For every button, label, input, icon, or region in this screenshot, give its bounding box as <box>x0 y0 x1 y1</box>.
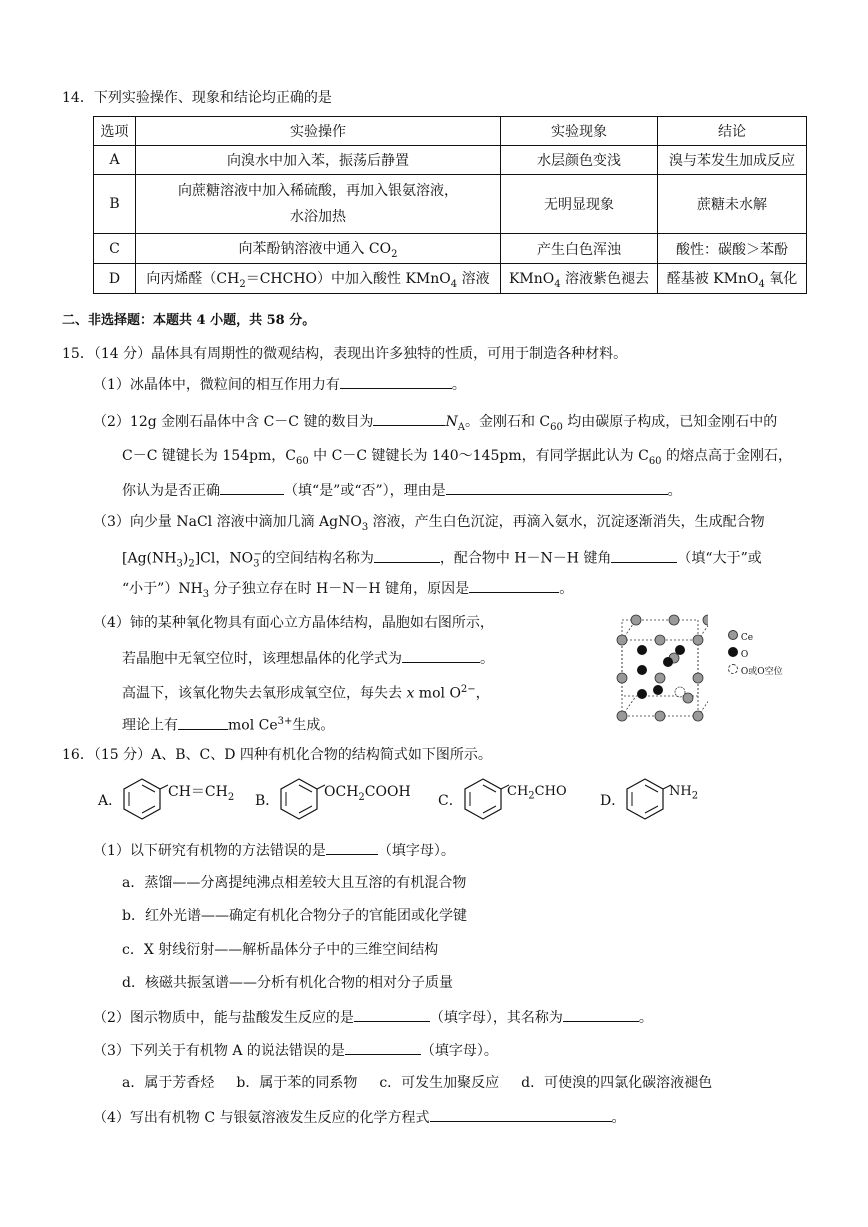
operation-text: ＝CHCHO）中加入酸性 KMnO <box>245 270 451 287</box>
text: （填字母），其名称为 <box>429 1010 563 1026</box>
q16-part2 <box>93 1007 653 1028</box>
text: 。 <box>559 581 574 597</box>
legend-o-label: O <box>740 650 749 660</box>
option: a．属于芳香烃 <box>122 1075 215 1091</box>
q15-stem: 15．（14 分）晶体具有周期性的微观结构，表现出许多独特的性质，可用于制造各种材料。 <box>62 346 628 362</box>
q16-p1-option: c．X 射线衍射——解析晶体分子中的三维空间结构 <box>122 942 439 958</box>
answer-blank[interactable] <box>354 1007 430 1022</box>
q15-part4-line4 <box>122 712 334 736</box>
row-operation <box>136 234 501 264</box>
punct: 。 <box>451 377 466 393</box>
answer-blank[interactable] <box>430 1107 612 1122</box>
molecule-d-group <box>669 782 698 807</box>
row-option: C <box>94 234 136 264</box>
phenomenon-text: KMnO <box>508 270 555 287</box>
answer-blank[interactable] <box>345 1040 421 1055</box>
answer-blank[interactable] <box>326 840 378 855</box>
q15-part4-line2 <box>122 648 494 669</box>
text: 的熔点高于金刚石， <box>661 448 792 464</box>
text: （填“大于”或 <box>677 550 762 567</box>
molecule-d-label: D． <box>600 793 626 809</box>
q15-part2-line2 <box>122 446 792 472</box>
row-conclusion <box>658 264 807 294</box>
subscript: 2 <box>227 791 235 803</box>
subscript: 2 <box>188 558 195 570</box>
subscript: 4 <box>758 278 765 290</box>
experiment-table <box>93 116 807 294</box>
text: ， <box>475 685 490 702</box>
text: 的空间结构名称为 <box>261 550 374 567</box>
subscript: 2 <box>691 790 699 802</box>
q15-part2-line3 <box>122 480 682 501</box>
text: [Ag(NH <box>122 550 177 567</box>
table-header-row <box>94 117 807 146</box>
legend-ce-label: Ce <box>740 633 754 643</box>
subscript: 3 <box>361 521 369 533</box>
answer-blank[interactable] <box>374 548 440 563</box>
text: CHO <box>534 784 567 799</box>
q14-stem: 14．下列实验操作、现象和结论均正确的是 <box>62 90 332 106</box>
text: mol Ce <box>228 717 278 734</box>
table-row <box>94 264 807 294</box>
text: N <box>445 414 458 430</box>
row-option: B <box>94 175 136 234</box>
q16-part4 <box>93 1107 626 1128</box>
answer-blank[interactable] <box>178 715 228 730</box>
answer-blank[interactable] <box>220 480 284 495</box>
answer-blank[interactable] <box>469 578 559 593</box>
text: （3）向少量 NaCl 溶液中滴加几滴 AgNO <box>93 514 362 530</box>
text: C－C 键键长为 154pm，C <box>122 448 296 464</box>
header-conclusion: 结论 <box>658 117 807 146</box>
q16-p3-options <box>122 1073 712 1093</box>
text: NH <box>669 784 692 799</box>
q15-part4-line1: （4）铈的某种氧化物具有面心立方晶体结构，晶胞如右图所示， <box>93 615 494 631</box>
row-conclusion: 蔗糖未水解 <box>658 175 807 234</box>
row-phenomenon: 无明显现象 <box>501 175 658 234</box>
text: 中 C－C 键键长为 140～145pm，有同学据此认为 C <box>308 448 649 464</box>
molecule-c-group <box>507 782 567 807</box>
legend-ce <box>728 630 783 647</box>
q15-part3-line1 <box>93 512 765 538</box>
subscript: 3 <box>253 558 260 570</box>
molecule-b-label: B． <box>255 793 280 809</box>
crystal-legend <box>728 630 783 681</box>
molecule-c-label: C． <box>438 793 463 809</box>
molecule-d-ring <box>623 776 673 822</box>
q15-part2-line1 <box>93 411 777 438</box>
phenomenon-text: 溶液紫色褪去 <box>560 270 650 287</box>
text: （填字母）。 <box>377 843 455 859</box>
row-operation <box>136 175 501 234</box>
superscript: − <box>253 549 262 560</box>
text: 生成。 <box>292 717 335 734</box>
row-operation: 向溴水中加入苯，振荡后静置 <box>136 146 501 175</box>
text: OCH <box>324 784 359 800</box>
operation-line-2: 水浴加热 <box>290 209 346 225</box>
subscript: 4 <box>450 278 458 290</box>
header-phenomenon: 实验现象 <box>501 117 658 146</box>
table-row <box>94 234 807 264</box>
molecule-a-label: A． <box>98 793 123 809</box>
molecule-b-ring <box>277 776 327 822</box>
subscript: 2 <box>358 791 365 803</box>
text: 均由碳原子构成，已知金刚石中的 <box>562 414 778 430</box>
q15-part1-text: （1）冰晶体中，微粒间的相互作用力有 <box>93 377 340 393</box>
subscript: 3 <box>202 588 210 600</box>
text: 若晶胞中无氧空位时，该理想晶体的化学式为 <box>122 651 402 667</box>
subscript: A <box>457 421 465 433</box>
option: b．属于苯的同系物 <box>236 1075 358 1091</box>
option: d．可使溴的四氯化碳溶液褪色 <box>521 1075 713 1091</box>
text: （1）以下研究有机物的方法错误的是 <box>93 843 326 859</box>
superscript: 2− <box>460 684 476 695</box>
o-vacancy <box>675 687 685 697</box>
row-phenomenon: 产生白色浑浊 <box>501 234 658 264</box>
text: （2）图示物质中，能与盐酸发生反应的是 <box>93 1010 354 1026</box>
operation-text: 向丙烯醛（CH <box>146 270 240 287</box>
text: 。 <box>667 483 682 499</box>
text: 。 <box>638 1010 653 1026</box>
molecule-b-group <box>324 782 411 808</box>
operation-text: 向苯酚钠溶液中通入 CO <box>238 240 392 257</box>
row-option: D <box>94 264 136 294</box>
text: （填“是”或“否”），理由是 <box>284 483 446 499</box>
row-conclusion: 溴与苯发生加成反应 <box>658 146 807 175</box>
conclusion-text: 氧化 <box>764 270 798 287</box>
text: ) <box>182 550 189 567</box>
row-phenomenon: 水层颜色变浅 <box>501 146 658 175</box>
subscript: 2 <box>528 790 535 802</box>
subscript: 60 <box>550 421 563 433</box>
row-phenomenon <box>501 264 658 294</box>
q16-stem: 16．（15 分）A、B、C、D 四种有机化合物的结构简式如下图所示。 <box>62 747 492 763</box>
text: 理论上有 <box>122 717 178 734</box>
text: 。 <box>480 651 494 667</box>
q16-p1-option: a．蒸馏——分离提纯沸点相差较大且互溶的有机混合物 <box>122 875 467 891</box>
header-operation: 实验操作 <box>136 117 501 146</box>
molecule-c-ring <box>461 776 511 822</box>
conclusion-text: 醛基被 KMnO <box>666 270 759 287</box>
answer-blank[interactable] <box>373 411 445 426</box>
text: 你认为是否正确 <box>122 483 220 499</box>
header-option: 选项 <box>94 117 136 146</box>
text: 。 <box>611 1110 626 1126</box>
subscript: 60 <box>648 455 662 467</box>
variable: x <box>406 685 415 702</box>
subscript: 3 <box>176 558 183 570</box>
text: mol O <box>414 685 461 702</box>
text: （填字母）。 <box>420 1043 498 1059</box>
legend-o <box>728 647 783 664</box>
text: 。金刚石和 C <box>464 414 551 430</box>
q15-part3-line2 <box>122 545 762 574</box>
text: 高温下，该氧化物失去氧形成氧空位，每失去 <box>122 685 407 702</box>
answer-blank[interactable] <box>446 480 668 495</box>
row-conclusion: 酸性：碳酸＞苯酚 <box>658 234 807 264</box>
molecule-a-ring <box>120 776 170 822</box>
text: （4）写出有机物 C 与银氨溶液发生反应的化学方程式 <box>93 1110 430 1126</box>
text: （3）下列关于有机物 A 的说法错误的是 <box>93 1043 345 1059</box>
text: CH <box>507 784 529 799</box>
operation-text: 溶液 <box>457 270 490 287</box>
text: ]Cl，NO <box>194 550 254 567</box>
row-operation <box>136 264 501 294</box>
q15-part4-line3 <box>122 680 490 704</box>
q15-part3-line3 <box>122 578 573 605</box>
option: c．可发生加聚反应 <box>379 1075 500 1091</box>
text: CH＝CH <box>168 784 228 800</box>
answer-blank[interactable] <box>340 374 452 389</box>
text: 分子独立存在时 H－N－H 键角，原因是 <box>209 581 470 597</box>
q16-p1-option: d．核磁共振氢谱——分析有机化合物的相对分子质量 <box>122 975 453 991</box>
answer-blank[interactable] <box>611 548 677 563</box>
text: COOH <box>364 784 411 800</box>
subscript: 4 <box>554 278 561 290</box>
row-option: A <box>94 146 136 175</box>
answer-blank[interactable] <box>563 1007 639 1022</box>
legend-vacancy-label: O或O空位 <box>740 667 783 677</box>
q16-p1-option: b．红外光谱——确定有机化合物分子的官能团或化学键 <box>122 908 467 924</box>
text: ，配合物中 H－N－H 键角 <box>439 550 612 567</box>
table-row <box>94 146 807 175</box>
text: （2）12g 金刚石晶体中含 C－C 键的数目为 <box>93 414 374 430</box>
operation-line-1: 向蔗糖溶液中加入稀硫酸，再加入银氨溶液， <box>178 183 458 199</box>
subscript: 60 <box>296 455 309 467</box>
crystal-cell-figure <box>608 614 708 722</box>
q16-part1 <box>93 840 455 861</box>
superscript: 3+ <box>277 716 293 727</box>
table-row <box>94 175 807 234</box>
q16-part3 <box>93 1040 498 1061</box>
subscript: 2 <box>391 248 398 260</box>
q15-part1 <box>93 374 466 395</box>
section-heading: 二、非选择题：本题共 4 小题，共 58 分。 <box>62 313 316 328</box>
answer-blank[interactable] <box>402 648 480 663</box>
text: 溶液，产生白色沉淀，再滴入氨水，沉淀逐渐消失，生成配合物 <box>368 514 765 530</box>
molecule-a-group <box>168 782 234 808</box>
legend-vacancy <box>728 664 783 681</box>
subscript: 2 <box>239 278 246 290</box>
ce-atoms <box>617 615 708 721</box>
text: “小于”）NH <box>122 581 203 597</box>
